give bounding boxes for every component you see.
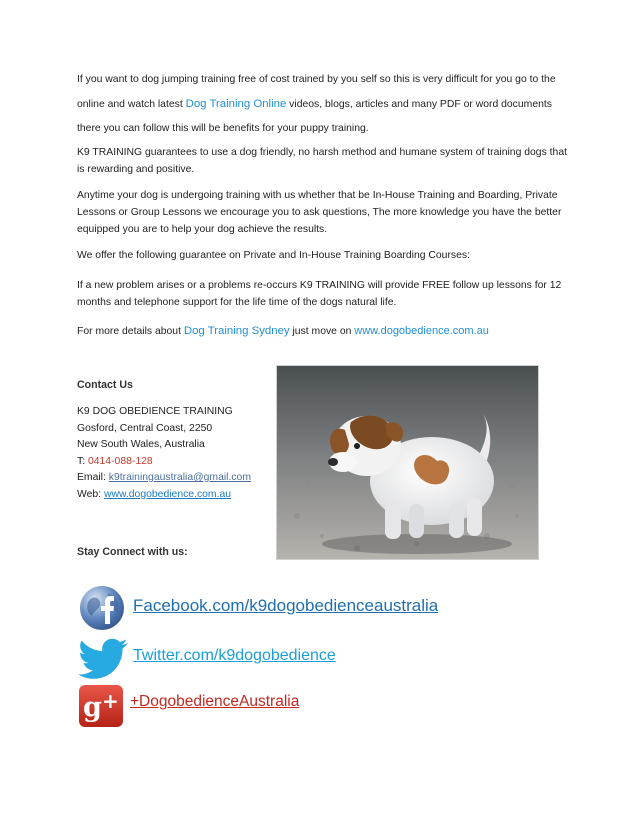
intro-text-after: videos, blogs, articles and many PDF or word documents there you can follow this will be benefits for your puppy training. [77,99,552,134]
problem-paragraph: If a new problem arises or a problems re-occurs K9 TRAINING will provide FREE follow up lessons for 12 months and telephone support for the life time of the dogs natural life. [77,280,562,308]
twitter-link[interactable]: Twitter.com/k9dogobedience [133,647,336,664]
web-link[interactable]: www.dogobedience.com.au [103,488,232,500]
svg-text:+: + [102,689,119,713]
details-text-before: For more details about [77,326,184,337]
facebook-globe-icon [78,584,126,632]
email-label: Email: [77,472,109,483]
contact-block [77,404,277,503]
stay-connect-heading: Stay Connect with us: [77,546,188,558]
puppy-photo [276,365,539,560]
details-text-middle: just move on [289,326,355,337]
googleplus-icon [78,684,124,728]
googleplus-link[interactable]: +DogobedienceAustralia [130,693,300,710]
email-link[interactable]: k9trainingaustralia@gmail.com [108,472,251,483]
facebook-link[interactable]: Facebook.com/k9dogobedienceaustralia [133,596,439,615]
phone-label: T: [77,455,88,467]
address-line-2: New South Wales, Australia [77,439,205,450]
intro-text-before: If you want to dog jumping training free of cost trained by you self so this is very difficult for you go to the online and watch latest [77,74,556,110]
dogobedience-website-link[interactable]: www.dogobedience.com.au [354,325,489,337]
dog-training-online-link[interactable]: Dog Training Online [185,98,287,110]
phone-line [77,454,277,471]
web-line [77,487,277,504]
offer-paragraph: We offer the following guarantee on Private and In-House Training Boarding Courses: [77,250,470,261]
details-paragraph [77,323,577,340]
email-line [77,470,277,487]
googleplus-row[interactable] [78,684,378,728]
facebook-row[interactable] [78,584,458,630]
anytime-paragraph: Anytime your dog is undergoing training with us whether that be In-House Training and Boarding, Private Lessons or Group Lessons we encourage you to ask questions, The more knowledge you have the better equipped you are to help your dog achieve the results. [77,190,562,235]
svg-text:g: g [83,692,102,723]
twitter-row[interactable] [78,637,378,681]
guarantee-paragraph: K9 TRAINING guarantees to use a dog friendly, no harsh method and humane system of training dogs that is rewarding and positive. [77,147,567,175]
company-name: K9 DOG OBEDIENCE TRAINING [77,406,233,417]
address-line-1: Gosford, Central Coast, 2250 [77,422,213,434]
contact-us-heading: Contact Us [77,379,133,391]
puppy-illustration [277,366,539,560]
twitter-bird-icon [78,637,128,681]
phone-number[interactable]: 0414-088-128 [87,455,153,467]
dog-training-sydney-link[interactable]: Dog Training Sydney [183,325,290,337]
web-label: Web: [77,488,104,500]
intro-paragraph [77,68,577,141]
